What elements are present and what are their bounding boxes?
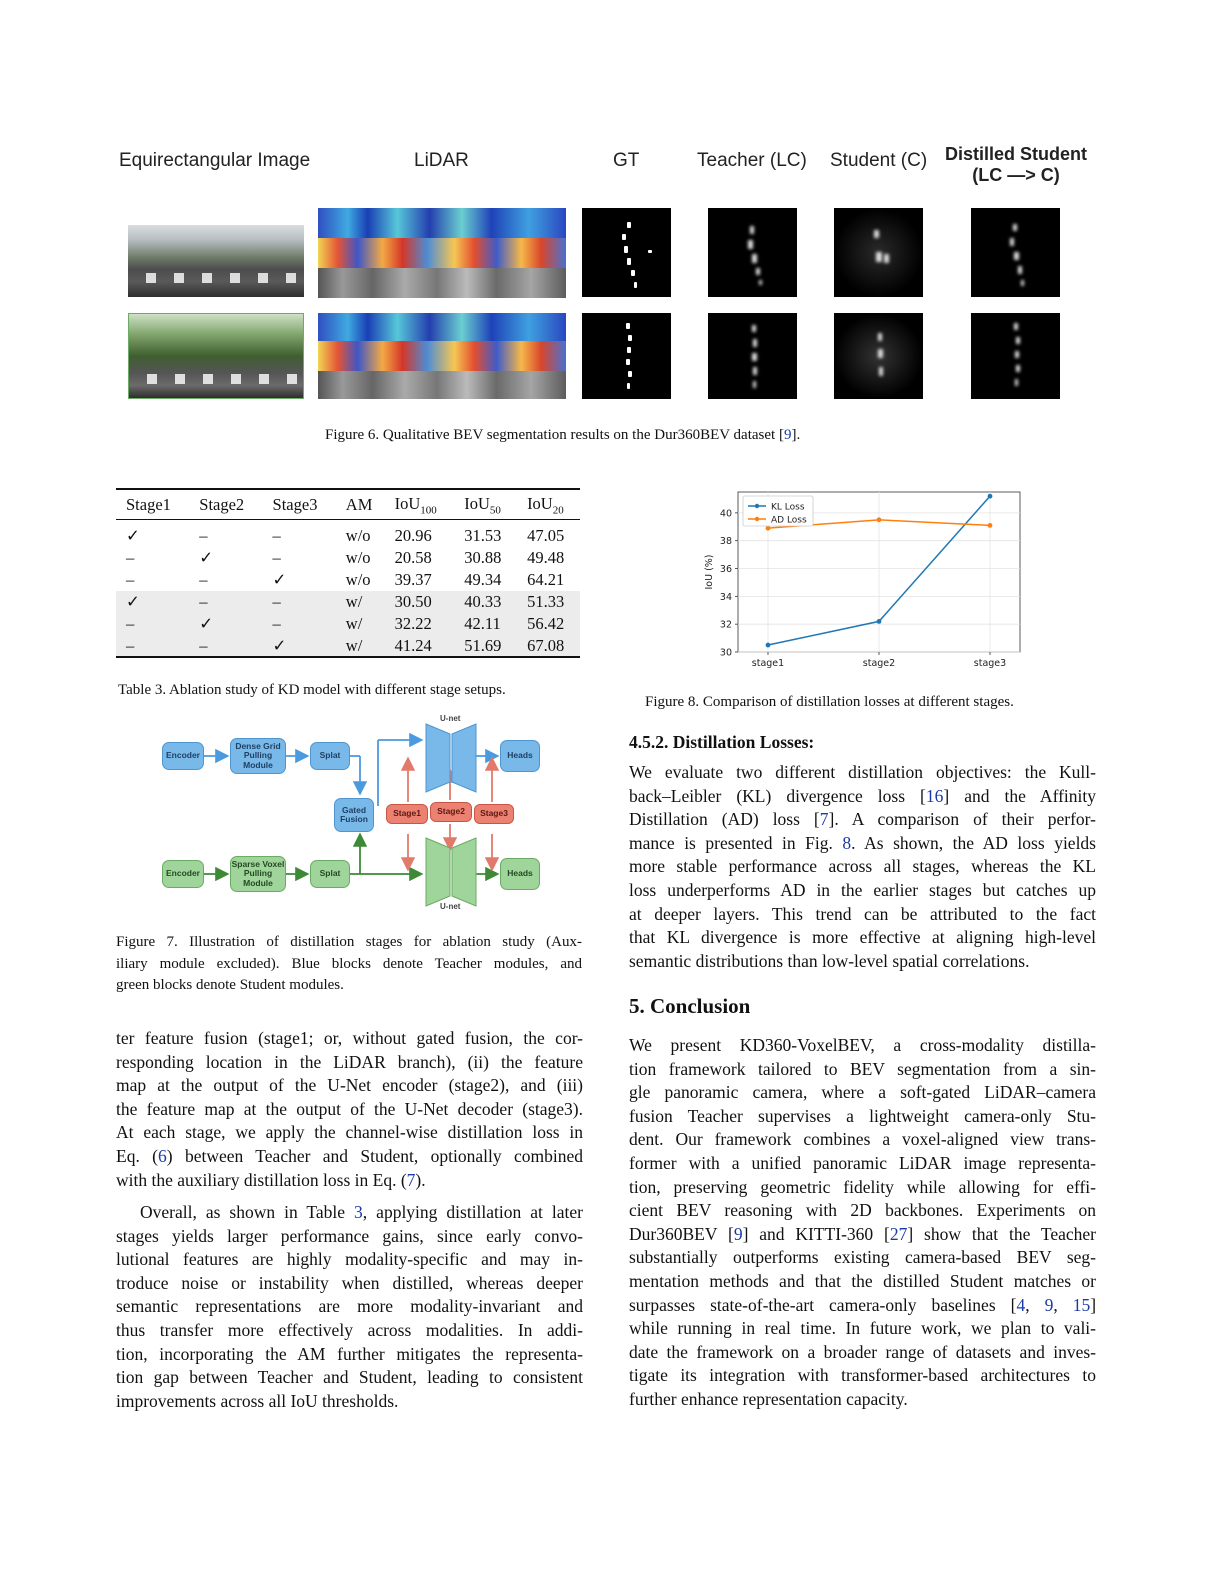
col-iou20: IoU$_{20}$: [517, 489, 580, 519]
lidar-image-2: [318, 313, 566, 399]
text-line: Dur360BEV [9] and KITTI-360 [27] show that the Teacher: [629, 1223, 1096, 1244]
data-point: [877, 517, 882, 522]
student-pooling-block: Sparse Voxel Pulling Module: [230, 856, 286, 892]
x-tick-label: stage3: [973, 658, 1007, 669]
x-tick-label: stage2: [862, 658, 896, 669]
table-cell: w/: [336, 591, 385, 613]
equation-6-link[interactable]: 6: [158, 1145, 167, 1166]
stage2-block: Stage2: [430, 802, 472, 822]
header-lidar: LiDAR: [414, 150, 469, 171]
table-row: [116, 591, 580, 613]
citation-7-link[interactable]: 7: [819, 809, 829, 830]
left-paragraph-1: [116, 1027, 583, 1192]
bev-student-1: [834, 208, 923, 297]
text-line: Overall, as shown in Table 3, applying distillation at later: [140, 1202, 583, 1222]
lidar-image-1: [318, 208, 566, 298]
text-line: cient BEV reasoning with 2D backbones. Experiments on: [629, 1200, 1096, 1221]
table-cell: 67.08: [517, 635, 580, 657]
data-point: [766, 643, 771, 648]
text-line: responding location in the LiDAR branch), (ii) the feature: [116, 1051, 583, 1072]
table-row: [116, 569, 580, 591]
figure-7-caption: [116, 932, 582, 997]
teacher-encoder-block: Encoder: [162, 742, 204, 770]
figure-6-caption: Figure 6. Qualitative BEV segmentation results on the Dur360BEV dataset [9].: [325, 427, 801, 443]
text-line: fusion Teacher supervises a lightweight camera-only Stu-: [629, 1105, 1096, 1126]
section-4-5-2-heading: 4.5.2. Distillation Losses:: [629, 732, 815, 752]
table-cell: 30.88: [464, 548, 502, 567]
equirectangular-image-1: [128, 225, 304, 297]
legend-marker: [755, 504, 759, 508]
figure-7-caption-line: Figure 7. Illustration of distillation stages for ablation study (Aux-: [116, 934, 582, 950]
text-line: semantic distributions than low-level spatial correlations.: [629, 950, 1030, 971]
text-line: tigate its integration with transformer-based architectures to: [629, 1365, 1096, 1386]
header-distilled-line1: Distilled Student: [944, 144, 1087, 164]
col-am: AM: [336, 489, 385, 519]
table-cell: 20.58: [394, 548, 432, 567]
table-cell: 31.53: [464, 526, 502, 546]
bev-teacher-2: [708, 313, 797, 399]
table-cell: –: [263, 591, 336, 613]
header-gt: GT: [613, 150, 640, 171]
table-cell: ✓: [116, 591, 189, 613]
text-line: map at the output of the U-Net encoder (stage2), and (iii): [116, 1075, 583, 1096]
table-row: [116, 635, 580, 657]
table-cell: –: [126, 570, 135, 589]
text-line: tion framework tailored to BEV segmentation from a sin-: [629, 1058, 1096, 1079]
table-cell: w/: [336, 613, 385, 635]
text-line: ter feature fusion (stage1; or, without gated fusion, the cor-: [116, 1028, 583, 1048]
text-line: stages yields larger performance gains, since early convo-: [116, 1225, 583, 1246]
data-point: [988, 494, 993, 499]
figure-6-caption-ref[interactable]: 9: [783, 427, 792, 443]
text-line: We evaluate two different distillation objectives: the Kull-: [629, 762, 1096, 782]
bev-gt-1: [582, 208, 671, 297]
y-tick-label: 36: [719, 564, 732, 576]
equirectangular-image-2: [128, 313, 304, 399]
text-line: back–Leibler (KL) divergence loss [16] and the Affinity: [629, 785, 1097, 806]
text-line: while running in real time. In future work, we plan to vali-: [629, 1318, 1096, 1339]
table-cell: 39.37: [394, 570, 432, 589]
table-cell: 42.11: [454, 613, 517, 635]
y-tick-label: 34: [719, 591, 732, 603]
text-line: semantic representations are more modality-invariant and: [116, 1296, 583, 1317]
col-stage1: Stage1: [116, 489, 189, 519]
table-cell: 30.50: [385, 591, 455, 613]
section-5-heading: 5. Conclusion: [629, 994, 751, 1018]
student-splat-block: Splat: [310, 860, 350, 888]
table-cell: 40.33: [454, 591, 517, 613]
table-row: [116, 519, 580, 547]
table-cell: 20.96: [394, 526, 432, 546]
table-3-link[interactable]: 3: [354, 1202, 363, 1222]
table-cell: 51.69: [454, 635, 517, 657]
stage1-block: Stage1: [386, 804, 428, 824]
text-line: loss underperforms AD in the earlier stages but catches up: [629, 879, 1096, 900]
figure-8-chart: [700, 488, 1030, 672]
header-student: Student (C): [830, 150, 928, 171]
bev-teacher-1: [708, 208, 797, 297]
text-line: that KL divergence is more effective at aligning high-level: [629, 927, 1096, 948]
table-cell: –: [116, 635, 189, 657]
right-paragraph-452: [629, 761, 1096, 973]
table-cell: w/o: [345, 570, 371, 589]
left-paragraph-2: [116, 1201, 583, 1413]
text-line: Eq. (6) between Teacher and Student, optionally combined: [116, 1145, 583, 1166]
col-stage3: Stage3: [263, 489, 336, 519]
y-axis-label: IoU (%): [704, 554, 715, 590]
text-line: with the auxiliary distillation loss in Eq. (7).: [116, 1169, 426, 1190]
table-3: [116, 488, 580, 658]
y-tick-label: 30: [719, 647, 732, 659]
legend-marker: [755, 517, 759, 521]
table-cell: 64.21: [527, 570, 565, 589]
table-cell: 32.22: [385, 613, 455, 635]
table-cell: w/: [336, 635, 385, 657]
table-cell: ✓: [126, 526, 140, 546]
text-line: tion gap between Teacher and Student, leading to consistent: [116, 1367, 583, 1388]
figure-7-diagram: [160, 712, 544, 912]
citation-9-link[interactable]: 9: [1044, 1294, 1054, 1315]
legend-label: AD Loss: [771, 515, 807, 526]
table-cell: ✓: [263, 635, 336, 657]
text-line: the feature map at the output of the U-Net decoder (stage3).: [116, 1098, 583, 1119]
teacher-heads-block: Heads: [500, 740, 540, 772]
citation-27-link[interactable]: 27: [889, 1223, 908, 1244]
table-cell: ✓: [199, 548, 214, 567]
table-cell: –: [272, 548, 281, 567]
header-teacher: Teacher (LC): [697, 150, 807, 171]
text-line: tion, incorporating the AM further mitigates the representa-: [116, 1343, 583, 1364]
table-cell: w/o: [345, 526, 371, 546]
table-cell: –: [272, 526, 281, 546]
figure-8-link[interactable]: 8: [842, 832, 852, 853]
bev-student-2: [834, 313, 923, 399]
figure-7-caption-line: iliary module excluded). Blue blocks denote Teacher modules, and: [116, 955, 582, 972]
unet-bottom-label: U-net: [440, 902, 461, 911]
teacher-pooling-block: Dense Grid Pulling Module: [230, 738, 286, 774]
header-distilled-line2: (LC —> C): [972, 165, 1060, 185]
table-3-caption: Table 3. Ablation study of KD model with different stage setups.: [118, 682, 506, 698]
col-iou100: IoU$_{100}$: [385, 489, 455, 519]
col-stage2: Stage2: [189, 489, 262, 519]
text-line: Distillation (AD) loss [7]. A comparison of their perfor-: [629, 809, 1096, 830]
y-tick-label: 32: [719, 619, 732, 631]
table-cell: –: [189, 591, 262, 613]
y-tick-label: 40: [719, 508, 732, 520]
citation-15-link[interactable]: 15: [1072, 1294, 1091, 1315]
text-line: surpasses state-of-the-art camera-only baselines [4, 9, 15]: [629, 1294, 1097, 1315]
student-heads-block: Heads: [500, 858, 540, 890]
stage3-block: Stage3: [474, 804, 514, 824]
text-line: improvements across all IoU thresholds.: [116, 1390, 399, 1411]
table-cell: w/o: [345, 548, 371, 567]
table-cell: –: [189, 635, 262, 657]
bev-gt-2: [582, 313, 671, 399]
text-line: further enhance representation capacity.: [629, 1388, 908, 1409]
figure-7-caption-line: green blocks denote Student modules.: [116, 977, 344, 993]
student-encoder-block: Encoder: [162, 860, 204, 888]
table-cell: 49.48: [527, 548, 565, 567]
text-line: thus transfer more effectively across modalities. In addi-: [116, 1319, 583, 1340]
citation-4-link[interactable]: 4: [1016, 1294, 1026, 1315]
text-line: tion, preserving geometric fidelity while allowing for effi-: [629, 1176, 1096, 1197]
bev-distilled-1: [971, 208, 1060, 297]
text-line: gle panoramic camera, where a soft-gated LiDAR–camera: [629, 1082, 1096, 1103]
text-line: mance is presented in Fig. 8. As shown, the AD loss yields: [629, 832, 1096, 853]
header-distilled-student: [938, 144, 1094, 186]
table-cell: –: [199, 526, 208, 546]
table-cell: 51.33: [517, 591, 580, 613]
table-row: [116, 547, 580, 569]
text-line: former with a unified panoramic LiDAR image representa-: [629, 1152, 1096, 1173]
table-cell: –: [116, 613, 189, 635]
table-cell: 47.05: [527, 526, 565, 546]
citation-16-link[interactable]: 16: [925, 785, 944, 806]
text-line: substantially outperforms existing camera-based BEV seg-: [629, 1247, 1096, 1268]
table-header-row: [116, 489, 580, 519]
data-point: [877, 619, 882, 624]
data-point: [766, 526, 771, 531]
text-line: lutional features are highly modality-specific and may in-: [116, 1249, 583, 1270]
text-line: We present KD360-VoxelBEV, a cross-modality distilla-: [629, 1035, 1096, 1055]
x-tick-label: stage1: [751, 658, 785, 669]
figure-8-caption: Figure 8. Comparison of distillation losses at different stages.: [645, 694, 1014, 710]
data-point: [988, 523, 993, 528]
bev-distilled-2: [971, 313, 1060, 399]
teacher-splat-block: Splat: [310, 742, 350, 770]
text-line: more stable performance across all stages, whereas the KL: [629, 856, 1096, 877]
equation-7-link[interactable]: 7: [406, 1169, 416, 1190]
table-cell: –: [126, 548, 135, 567]
table-cell: –: [263, 613, 336, 635]
table-cell: 49.34: [464, 570, 502, 589]
conclusion-paragraph: [629, 1034, 1096, 1412]
citation-9-link[interactable]: 9: [733, 1223, 743, 1244]
table-cell: ✓: [272, 570, 287, 589]
table-cell: –: [199, 570, 208, 589]
y-tick-label: 38: [719, 536, 732, 548]
text-line: mentation methods and that the distilled Student matches or: [629, 1270, 1096, 1291]
unet-top-label: U-net: [440, 714, 461, 723]
table-cell: ✓: [189, 613, 262, 635]
gated-fusion-block: Gated Fusion: [334, 798, 374, 832]
text-line: At each stage, we apply the channel-wise distillation loss in: [116, 1122, 583, 1143]
text-line: date the framework on a broader range of datasets and inves-: [629, 1341, 1096, 1362]
table-row: [116, 613, 580, 635]
text-line: troduce noise or instability when distilled, whereas deeper: [116, 1272, 583, 1293]
legend-label: KL Loss: [771, 502, 805, 513]
text-line: dent. Our framework combines a voxel-aligned view trans-: [629, 1129, 1096, 1150]
header-equirectangular: Equirectangular Image: [119, 150, 311, 171]
col-iou50: IoU$_{50}$: [454, 489, 517, 519]
table-cell: 41.24: [385, 635, 455, 657]
table-cell: 56.42: [517, 613, 580, 635]
text-line: at deeper layers. This trend can be attributed to the fact: [629, 903, 1096, 924]
